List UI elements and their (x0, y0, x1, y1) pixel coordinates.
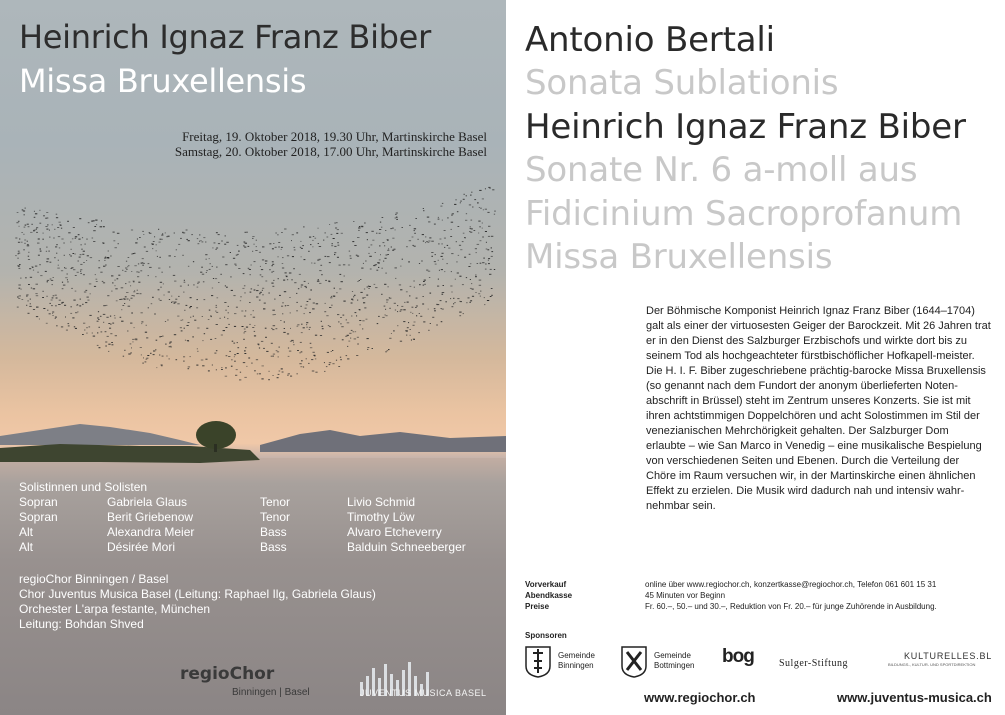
title-sonata-sublationis: Sonata Sublationis (525, 63, 839, 103)
regiochor-logo-subtitle: Binningen | Basel (232, 687, 310, 698)
soloists-heading: Solistinnen und Solisten (19, 480, 148, 494)
juventus-logo-text: JUVENTUS MUSICA BASEL (360, 688, 487, 698)
sponsor-sulger: Sulger-Stiftung (779, 658, 848, 669)
sponsor-kulturelles-sub: BILDUNGS-, KULTUR- UND SPORTDIREKTION (888, 662, 976, 667)
concert-dates (175, 129, 487, 159)
box-office-info: 45 Minuten vor Beginn (645, 591, 726, 600)
sponsor-bog: bog (722, 646, 754, 667)
left-work-title: Missa Bruxellensis (19, 62, 307, 100)
sponsors-heading: Sponsoren (525, 631, 567, 640)
soloists-names-1: Gabriela Glaus Berit Griebenow Alexandra Meier Désirée Mori (107, 495, 195, 554)
binningen-crest-icon (525, 646, 551, 678)
regiochor-logo: regioChor (180, 664, 275, 684)
presale-info: online über www.regiochor.ch, konzertkasse@regiochor.ch, Telefon 061 601 15 31 (645, 580, 937, 589)
date-saturday: Samstag, 20. Oktober 2018, 17.00 Uhr, Martinskirche Basel (174, 144, 487, 159)
title-biber: Heinrich Ignaz Franz Biber (525, 107, 966, 147)
bottmingen-crest-icon (621, 646, 647, 678)
composer-biography (646, 304, 991, 514)
mountain-left (0, 424, 200, 445)
ensembles-list: regioChor Binningen / Basel Chor Juventus Musica Basel (Leitung: Raphael Ilg, Gabriela Glaus) Orchester L'arpa festante, München Leitung: Bohdan Shved (19, 572, 376, 631)
bio-paragraph-1: Der Böhmische Komponist Heinrich Ignaz Franz Biber (1644–1704) galt als einer der virtuosesten Geiger der Barockzeit. Mit 26 Jahren trat er in den Dienst des Salzburger Erzbischofs und wirkte dort bis zu seinem Tod als hochgeachteter fürstbischöflicher Hofkapell-meister. (646, 305, 991, 362)
sponsor-kulturelles: KULTURELLES.BL (904, 651, 993, 661)
left-composer-title: Heinrich Ignaz Franz Biber (19, 18, 431, 56)
starling-murmuration (15, 187, 496, 381)
title-fidicinium: Fidicinium Sacroprofanum (525, 194, 963, 234)
mountain-right (260, 430, 506, 452)
date-friday: Freitag, 19. Oktober 2018, 19.30 Uhr, Martinskirche Basel (182, 129, 487, 144)
url-juventus[interactable]: www.juventus-musica.ch (837, 690, 992, 705)
prices-info: Fr. 60.–, 50.– und 30.–, Reduktion von Fr. 20.– für junge Zuhörende in Ausbildung. (645, 602, 937, 611)
soloists-voices-2: Tenor Tenor Bass Bass (260, 495, 291, 554)
url-regiochor[interactable]: www.regiochor.ch (644, 690, 756, 705)
title-bertali: Antonio Bertali (525, 20, 775, 60)
sponsor-bottmingen: Gemeinde Bottmingen (654, 651, 695, 670)
title-sonate-nr6: Sonate Nr. 6 a-moll aus (525, 150, 918, 190)
program-panel: Antonio Bertali Sonata Sublationis Heinrich Ignaz Franz Biber Sonate Nr. 6 a-moll aus Fidicinium Sacroprofanum Missa Bruxellensis Der Böhmische Komponist Heinrich Ignaz Franz Biber (1644–1704) galt als einer der virtuosesten Geiger der Barockzeit. Mit 26 Jahren trat er in den Dienst des Salzburger Erzbischofs und wirkte dort bis zu seinem Tod als hochgeachteter fürstbischöflicher Hofkapell-meister. Die H. I. F. Biber zugeschriebene prächtig-barocke Missa Bruxellensis (so genannt nach dem Fundort der anonym überlieferten Noten-abschrift in Brüssel) steht im Zentrum unseres Konzerts. Sie ist mit ihren achtstimmigen Doppelchören und acht Solostimmen im Stil der venezianischen Mehrchörigkeit gehalten. Der Salzburger Dom erlaubte – wie San Marco in Venedig – eine musikalische Bespielung von verschiedenen Seiten und Ebenen. Durch die Verteilung der Chöre im Raum versuchen wir, in der Martinskirche einen ähnlichen Effekt zu erzielen. Die Musik wird dadurch nah und intensiv wahr-nehmbar sein. Vorverkauf online über www.regiochor.ch, konzertkasse@regiochor.ch, Telefon 061 601 15 31 Abendkasse 45 Minuten vor Beginn Preise Fr. 60.–, 50.– und 30.–, Reduktion von Fr. 20.– für junge Zuhörende in Ausbildung. Sponsoren Gemeinde Binningen Gemeinde Bottmingen bog Sulger-Stiftung KULTURELLES.BL BILDUNGS-, KULTUR- UND SPORTDIREKTION www.regiochor.ch www.juventus-musica.ch (506, 0, 1005, 715)
soloists-voices-1: Sopran Sopran Alt Alt (19, 495, 58, 554)
soloists-names-2: Livio Schmid Timothy Löw Alvaro Etcheverry Balduin Schneeberger (347, 495, 466, 554)
sponsor-binningen: Gemeinde Binningen (558, 651, 595, 670)
bio-paragraph-2: Die H. I. F. Biber zugeschriebene prächtig-barocke Missa Bruxellensis (so genannt nach dem Fundort der anonym überlieferten Noten-abschrift in Brüssel) steht im Zentrum unseres Konzerts. Sie ist mit ihren achtstimmigen Doppelchören und acht Solostimmen im Stil der venezianischen Mehrchörigkeit gehalten. Der Salzburger Dom erlaubte – wie San Marco in Venedig – eine musikalische Bespielung von verschiedenen Seiten und Ebenen. Durch die Verteilung der Chöre im Raum versuchen wir, in der Martinskirche einen ähnlichen Effekt zu erzielen. Die Musik wird dadurch nah und intensiv wahr-nehmbar sein. (646, 365, 986, 512)
title-missa: Missa Bruxellensis (525, 237, 833, 277)
